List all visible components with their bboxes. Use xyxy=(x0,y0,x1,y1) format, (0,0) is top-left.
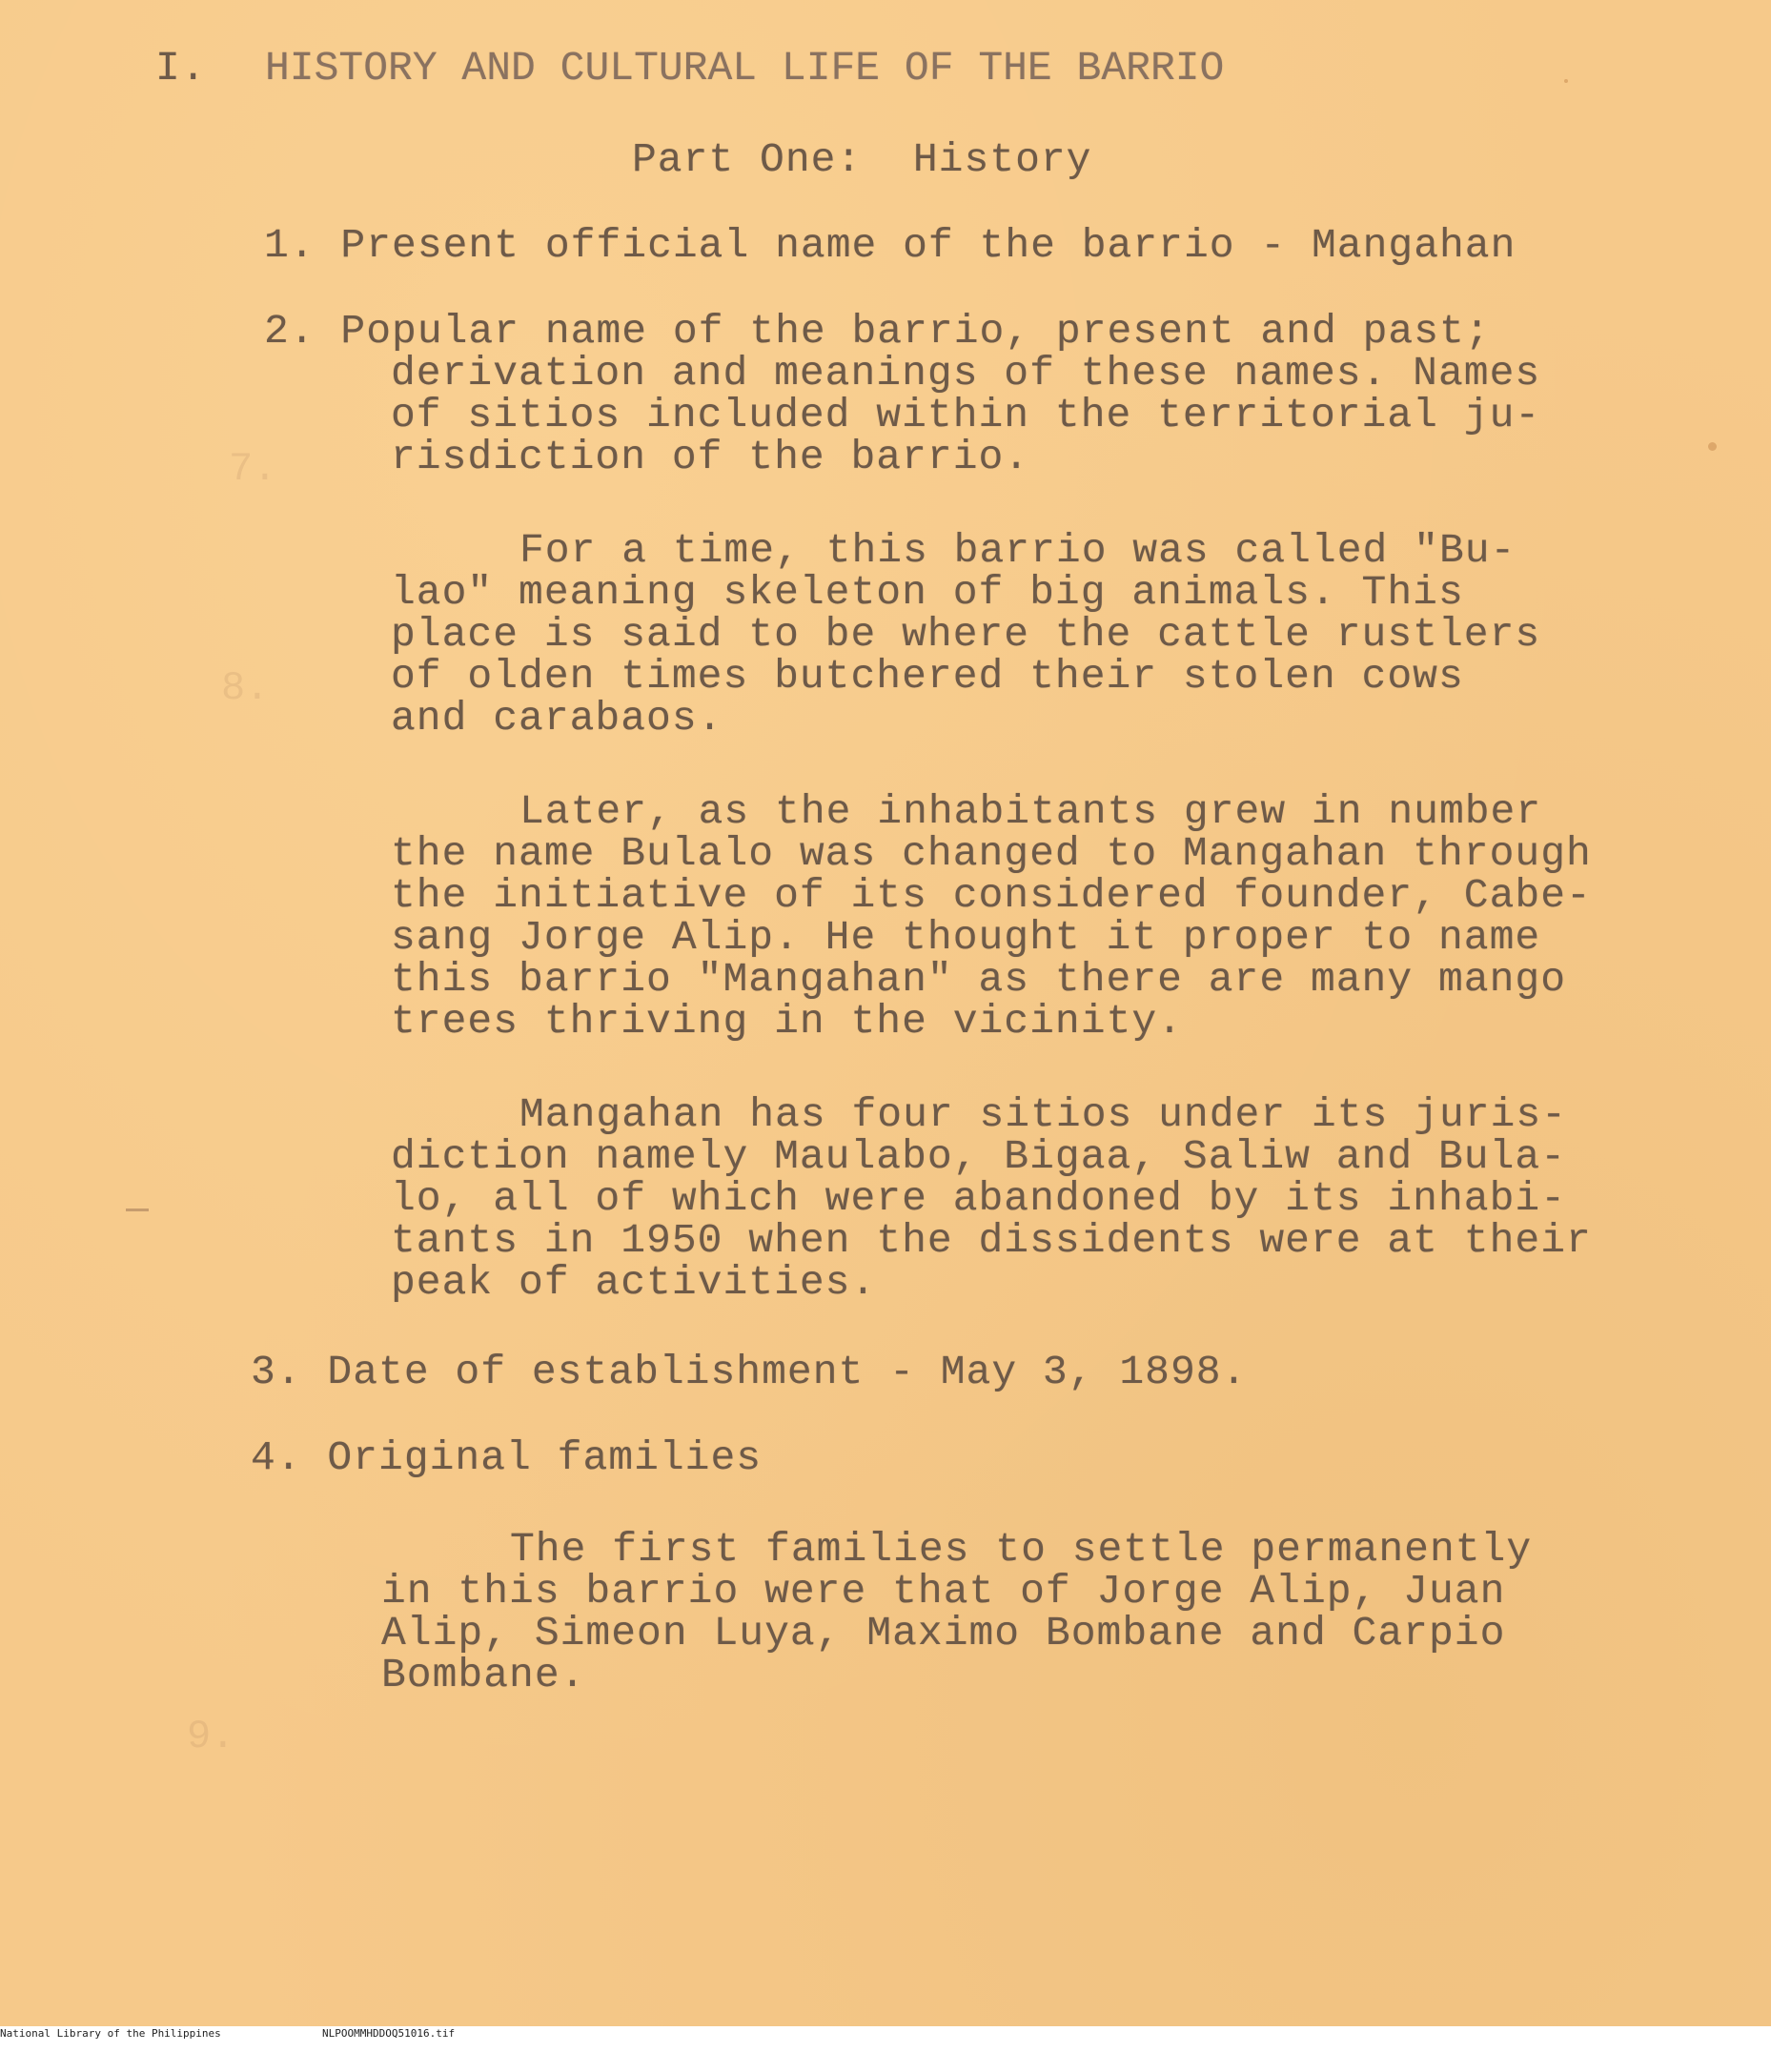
paragraph-line: the initiative of its considered founder, Cabe- xyxy=(391,872,1592,919)
paragraph-line: diction namely Maulabo, Bigaa, Saliw and Bula- xyxy=(391,1133,1566,1180)
paragraph-line: The first families to settle permanently xyxy=(510,1526,1533,1573)
bleed-through-mark: 7. xyxy=(229,446,277,492)
paragraph-line: in this barrio were that of Jorge Alip, Juan xyxy=(381,1568,1506,1615)
paragraph-line: and carabaos. xyxy=(391,695,723,741)
paragraph-line: of olden times butchered their stolen cows xyxy=(391,653,1464,700)
item-popular-name: 2. Popular name of the barrio, present and past; xyxy=(264,308,1491,355)
paragraph-line: trees thriving in the vicinity. xyxy=(391,998,1183,1045)
section-title: HISTORY AND CULTURAL LIFE OF THE BARRIO xyxy=(265,45,1225,91)
item-official-name: 1. Present official name of the barrio - Mangahan xyxy=(264,222,1517,269)
library-credit: National Library of the Philippines xyxy=(0,2027,221,2040)
paragraph-line: For a time, this barrio was called "Bu- xyxy=(519,527,1517,574)
margin-mark xyxy=(126,1209,149,1211)
item-popular-name-line: derivation and meanings of these names. Names xyxy=(391,350,1541,396)
paragraph-line: peak of activities. xyxy=(391,1259,877,1306)
section-numeral: I. xyxy=(155,45,207,91)
paragraph-line: Later, as the inhabitants grew in number xyxy=(519,788,1542,835)
paragraph-line: this barrio "Mangahan" as there are many mango xyxy=(391,956,1566,1003)
bleed-through-mark: 9. xyxy=(187,1714,235,1759)
bleed-through-mark: 8. xyxy=(221,665,270,711)
paper-speck xyxy=(1564,79,1568,83)
paragraph-line: lao" meaning skeleton of big animals. This xyxy=(391,569,1464,616)
item-original-families: 4. Original families xyxy=(251,1434,763,1481)
scan-footer xyxy=(0,2026,1771,2042)
paragraph-line: sang Jorge Alip. He thought it proper to name xyxy=(391,914,1541,961)
scan-filename: NLPOOMMHDDOQ51016.tif xyxy=(322,2027,456,2040)
paragraph-line: tants in 1950 when the dissidents were at their xyxy=(391,1217,1592,1264)
part-heading: Part One: History xyxy=(632,136,1092,183)
item-popular-name-line: risdiction of the barrio. xyxy=(391,434,1030,480)
paragraph-line: Mangahan has four sitios under its juris- xyxy=(519,1091,1567,1138)
paragraph-line: Bombane. xyxy=(381,1652,586,1698)
item-establishment-date: 3. Date of establishment - May 3, 1898. xyxy=(251,1349,1248,1395)
paragraph-line: lo, all of which were abandoned by its inhabi- xyxy=(391,1175,1566,1222)
paragraph-line: the name Bulalo was changed to Mangahan through xyxy=(391,830,1592,877)
paper-speck xyxy=(1708,442,1717,451)
paragraph-line: Alip, Simeon Luya, Maximo Bombane and Carpio xyxy=(381,1610,1506,1656)
item-popular-name-line: of sitios included within the territorial ju- xyxy=(391,392,1541,438)
paragraph-line: place is said to be where the cattle rustlers xyxy=(391,611,1541,658)
